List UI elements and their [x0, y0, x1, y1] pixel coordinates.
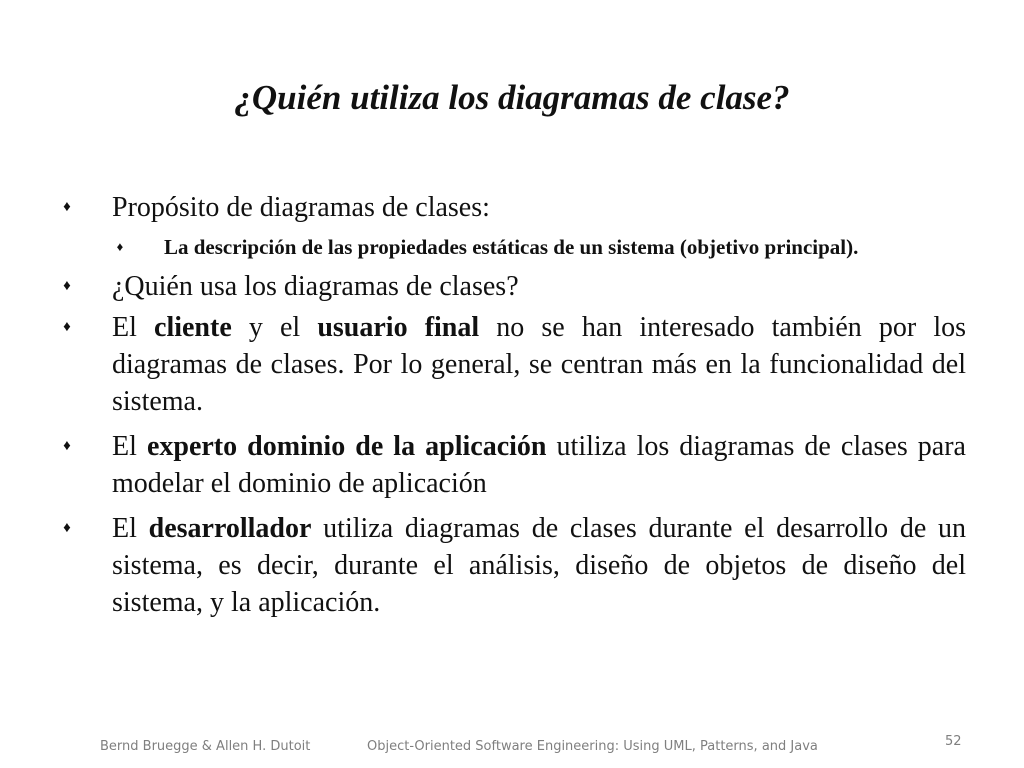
slide-title: ¿Quién utiliza los diagramas de clase?	[234, 78, 790, 117]
bullet-list	[58, 189, 966, 621]
bullet-bold-term: cliente	[154, 312, 232, 343]
sub-bullet-static-properties	[112, 230, 966, 264]
bullet-text: ¿Quién usa los diagramas de clases?	[112, 271, 519, 302]
page-number: 52	[945, 734, 962, 749]
sub-bullet-text: La descripción de las propiedades estáticas de un sistema (objetivo principal).	[164, 235, 859, 259]
footer-book-title: Object-Oriented Software Engineering: Using UML, Patterns, and Java	[367, 739, 818, 754]
diamond-bullet-icon: ♦	[63, 319, 71, 335]
diamond-bullet-icon: ♦	[63, 278, 71, 294]
bullet-text: Propósito de diagramas de clases:	[112, 192, 490, 223]
bullet-text-part: no se han interesado también por los diagramas de clases. Por lo general, se centran más en la funcionalidad del sistema.	[112, 312, 966, 417]
bullet-developer	[58, 510, 966, 621]
bullet-text-part: El	[112, 431, 147, 462]
bullet-domain-expert	[58, 428, 966, 502]
footer-authors: Bernd Bruegge & Allen H. Dutoit	[100, 739, 311, 754]
bullet-who-uses	[58, 268, 966, 305]
bullet-bold-term: experto dominio de la aplicación	[146, 431, 547, 462]
bullet-bold-term: desarrollador	[148, 513, 312, 544]
bullet-text-part: utiliza los diagramas de clases para modelar el dominio de aplicación	[112, 431, 966, 499]
bullet-bold-term: usuario final	[317, 312, 480, 343]
bullet-text-part: El	[112, 513, 149, 544]
diamond-bullet-icon: ♦	[63, 199, 71, 215]
diamond-bullet-icon: ♦	[63, 438, 71, 454]
bullet-text-part: El	[112, 312, 155, 343]
bullet-purpose	[58, 189, 966, 226]
bullet-text-part: utiliza diagramas de clases durante el desarrollo de un sistema, es decir, durante el análisis, diseño de objetos de diseño del sistema, y la aplicación.	[112, 513, 966, 618]
diamond-bullet-icon: ♦	[116, 239, 124, 254]
diamond-bullet-icon: ♦	[63, 520, 71, 536]
bullet-client	[58, 309, 966, 420]
bullet-text-part: y el	[231, 312, 318, 343]
